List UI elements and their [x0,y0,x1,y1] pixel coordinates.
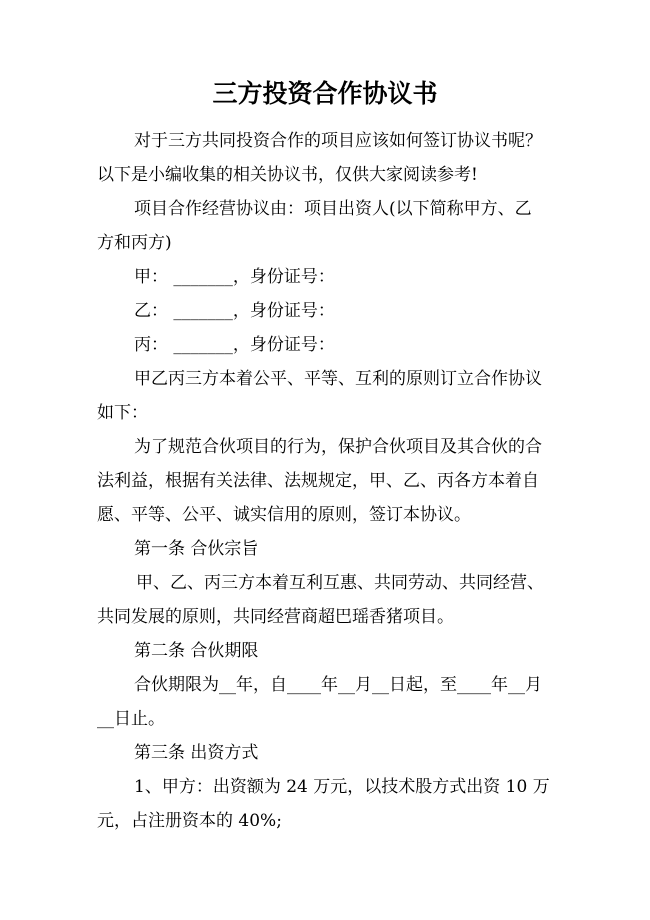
paragraph-line: 合伙期限为__年，自____年__月__日起，至____年__月 [134,675,542,695]
party-b-line: 乙： _______，身份证号： [134,301,335,321]
paragraph-line: 元，占注册资本的 40%; [97,811,282,831]
paragraph-line: 为了规范合伙项目的行为，保护合伙项目及其合伙的合 [134,437,542,457]
paragraph-line: 1、甲方：出资额为 24 万元，以技术股方式出资 10 万 [134,777,550,797]
paragraph-line: 以下是小编收集的相关协议书，仅供大家阅读参考! [97,165,478,185]
paragraph-line: 甲乙丙三方本着公平、平等、互利的原则订立合作协议 [134,369,542,389]
party-a-line: 甲： _______，身份证号： [134,267,335,287]
paragraph-line: 愿、平等、公平、诚实信用的原则，签订本协议。 [97,505,471,525]
paragraph-line: 法利益，根据有关法律、法规规定，甲、乙、丙各方本着自 [97,471,539,491]
paragraph-line: 方和丙方) [97,233,172,253]
article-heading: 第二条 合伙期限 [134,641,259,661]
party-c-line: 丙： _______，身份证号： [134,335,335,355]
paragraph-line: __日止。 [97,709,165,729]
article-heading: 第三条 出资方式 [134,743,259,763]
paragraph-line: 项目合作经营协议由：项目出资人(以下简称甲方、乙 [134,199,532,219]
paragraph-line: 甲、乙、丙三方本着互利互惠、共同劳动、共同经营、 [136,573,544,593]
paragraph-line: 如下： [97,403,148,423]
article-heading: 第一条 合伙宗旨 [134,539,259,559]
paragraph-line: 对于三方共同投资合作的项目应该如何签订协议书呢？ [134,131,542,151]
document-title: 三方投资合作协议书 [212,79,438,108]
paragraph-line: 共同发展的原则，共同经营商超巴瑶香猪项目。 [97,607,454,627]
